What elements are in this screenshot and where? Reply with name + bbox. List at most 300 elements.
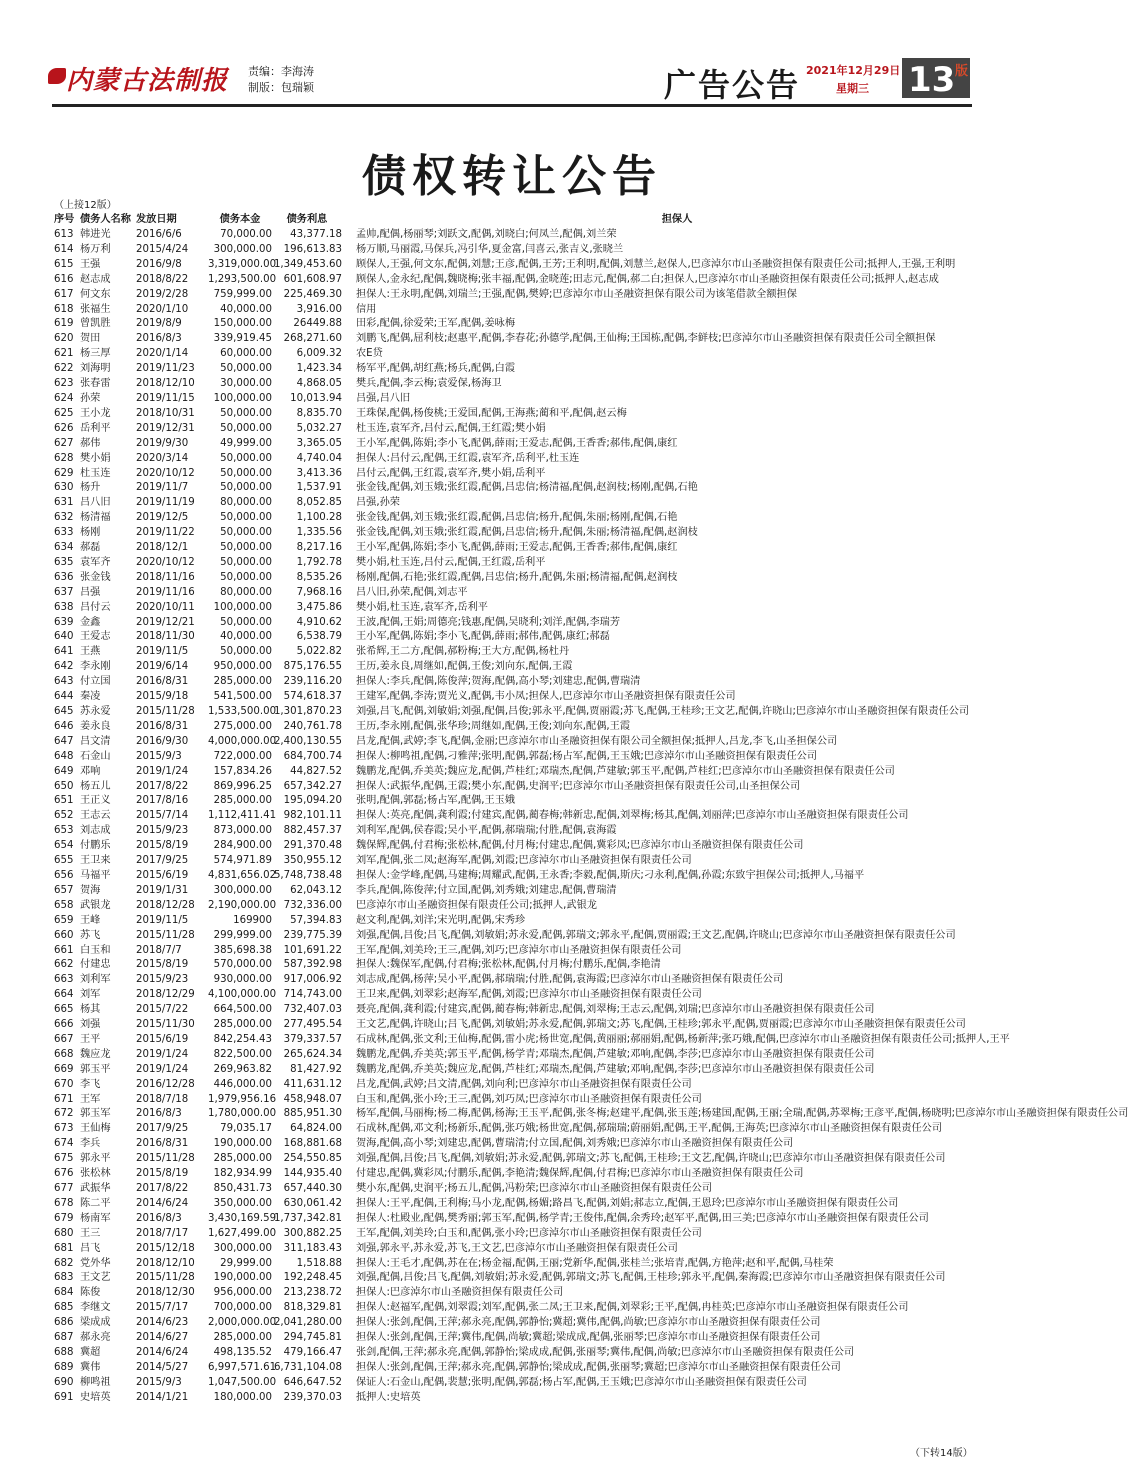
cell-principal: 269,963.82 bbox=[213, 1063, 272, 1075]
cell-guarantor: 王历,李永刚,配偶,张华珍;周继如,配偶,王俊;刘向东,配偶,王霞 bbox=[356, 720, 631, 732]
cell-interest: 3,475.86 bbox=[296, 601, 342, 613]
cell-index: 674 bbox=[54, 1138, 74, 1150]
cell-guarantor: 刘志成,配偶,杨萍;吴小平,配偶,郝瑞瑞;付胜,配偶,袁海霞;巴彦淖尔市山圣融资担保有限责任公司 bbox=[356, 974, 784, 986]
cell-debtor: 苏飞 bbox=[80, 929, 101, 941]
cell-principal: 2,000,000.00 bbox=[208, 1317, 277, 1329]
cell-debtor: 杨万利 bbox=[80, 243, 111, 255]
section-title: 广告公告 bbox=[664, 66, 801, 104]
cell-guarantor: 张希辉,王二方,配偶,郝粉梅;王大方,配偶,杨杜丹 bbox=[356, 646, 570, 658]
cell-principal: 50,000.00 bbox=[220, 363, 272, 375]
cell-interest: 239,116.20 bbox=[283, 676, 342, 688]
cell-debtor: 赵志成 bbox=[80, 273, 111, 285]
cell-interest: 6,731,104.08 bbox=[273, 1361, 342, 1373]
cell-principal: 4,100,000.00 bbox=[208, 989, 277, 1001]
table-row bbox=[54, 303, 998, 318]
cell-debtor: 吕文清 bbox=[80, 735, 111, 747]
cell-issue-date: 2018/12/30 bbox=[136, 1287, 195, 1299]
cell-principal: 869,996.25 bbox=[213, 780, 272, 792]
cell-guarantor: 担保人:李兵,配偶,陈俊萍;贺海,配偶,高小琴;刘建忠,配偶,曹瑞清 bbox=[356, 676, 641, 688]
cell-issue-date: 2019/1/24 bbox=[136, 765, 189, 777]
cell-interest: 2,041,280.00 bbox=[273, 1317, 342, 1329]
table-row bbox=[54, 481, 998, 496]
cell-debtor: 王燕 bbox=[80, 646, 101, 658]
cell-guarantor: 刘强,配偶,吕俊;吕飞,配偶,刘敏娟;苏永爱,配偶,郭瑞文;苏飞,配偶,王桂珍;郭永平,配偶,秦海霞;巴彦淖尔市山圣融资担保有限责任公司 bbox=[356, 1272, 946, 1284]
cell-debtor: 王志云 bbox=[80, 810, 111, 822]
table-row bbox=[54, 1093, 998, 1108]
continued-to-note: （下转14版） bbox=[910, 1448, 973, 1459]
cell-issue-date: 2015/9/3 bbox=[136, 750, 182, 762]
cell-principal: 284,900.00 bbox=[213, 840, 272, 852]
cell-index: 619 bbox=[54, 318, 74, 330]
cell-index: 650 bbox=[54, 780, 74, 792]
cell-interest: 144,935.40 bbox=[283, 1168, 342, 1180]
cell-issue-date: 2016/8/3 bbox=[136, 1108, 182, 1120]
cell-guarantor: 张剑,配偶,王萍;郝永亮,配偶,郭静怡;梁成成,配偶,张丽琴;冀伟,配偶,尚敏;巴彦淖尔市山圣融资担保有限责任公司 bbox=[356, 1346, 855, 1358]
table-row bbox=[54, 705, 998, 720]
cell-interest: 1,100.28 bbox=[296, 512, 342, 524]
table-row bbox=[54, 347, 998, 362]
cell-issue-date: 2015/9/3 bbox=[136, 1376, 182, 1388]
cell-issue-date: 2014/6/23 bbox=[136, 1317, 189, 1329]
table-row bbox=[54, 1063, 998, 1078]
cell-debtor: 史培英 bbox=[80, 1391, 111, 1403]
cell-issue-date: 2017/8/22 bbox=[136, 1183, 189, 1194]
cell-guarantor: 王小军,配偶,陈娟;李小飞,配偶,薛雨;王爱志,配偶,王香香;郝伟,配偶,康红 bbox=[356, 437, 678, 449]
cell-issue-date: 2015/11/30 bbox=[136, 1019, 195, 1031]
cell-interest: 10,013.94 bbox=[290, 392, 342, 404]
cell-issue-date: 2016/8/31 bbox=[136, 676, 189, 688]
cell-interest: 917,006.92 bbox=[283, 974, 342, 986]
cell-issue-date: 2015/11/28 bbox=[136, 1153, 195, 1165]
cell-guarantor: 刘鹏飞,配偶,屈利枝;赵惠平,配偶,李春花;孙德学,配偶,王仙梅;王国栋,配偶,李鲜枝;巴彦淖尔市山圣融资担保有限责任公司全额担保 bbox=[356, 333, 936, 345]
cell-principal: 574,971.89 bbox=[213, 855, 272, 867]
cell-guarantor: 顾保人,王强,何文东,配偶,刘慧;王彦,配偶,王芳;王利明,配偶,刘慧兰,赵保人,巴彦淖尔市山圣融资担保有限责任公司;抵押人,王强,王利明 bbox=[356, 258, 956, 270]
cell-index: 679 bbox=[54, 1212, 74, 1224]
cell-debtor: 金鑫 bbox=[80, 616, 101, 628]
cell-interest: 350,955.12 bbox=[283, 855, 342, 867]
header-index: 序号 bbox=[54, 214, 75, 226]
cell-index: 690 bbox=[54, 1376, 74, 1388]
cell-issue-date: 2017/8/16 bbox=[136, 795, 189, 807]
cell-debtor: 郝永亮 bbox=[80, 1332, 111, 1344]
table-row bbox=[54, 377, 998, 392]
cell-index: 647 bbox=[54, 735, 74, 747]
cell-debtor: 贺海 bbox=[80, 884, 101, 896]
cell-interest: 4,910.62 bbox=[296, 616, 342, 628]
cell-guarantor: 担保人:柳鸣祖,配偶,刁雅萍;张明,配偶,郭磊;杨占军,配偶,王玉娥;巴彦淖尔市山圣融资担保有限责任公司 bbox=[356, 750, 818, 762]
table-row bbox=[54, 839, 998, 854]
cell-index: 645 bbox=[54, 706, 74, 717]
cell-guarantor: 贺海,配偶,高小琴;刘建忠,配偶,曹瑞清;付立国,配偶,刘秀娥;巴彦淖尔市山圣融资担保有限责任公司 bbox=[356, 1138, 794, 1150]
cell-issue-date: 2015/11/28 bbox=[136, 929, 195, 941]
cell-guarantor: 樊小娟,杜玉连,吕付云,配偶,王红霞,岳利平 bbox=[356, 556, 546, 568]
cell-guarantor: 吕龙,配偶,武婷;吕文清,配偶,刘向利;巴彦淖尔市山圣融资担保有限责任公司 bbox=[356, 1078, 692, 1090]
cell-index: 622 bbox=[54, 363, 74, 375]
cell-guarantor: 王珠保,配偶,杨俊桃;王爱国,配偶,王海燕;蔺和平,配偶,赵云梅 bbox=[356, 407, 627, 419]
cell-principal: 722,000.00 bbox=[213, 750, 272, 762]
cell-principal: 498,135.52 bbox=[213, 1346, 272, 1358]
table-row bbox=[54, 392, 998, 407]
cell-index: 686 bbox=[54, 1317, 74, 1329]
cell-interest: 885,951.30 bbox=[283, 1108, 342, 1120]
cell-interest: 875,176.55 bbox=[283, 661, 342, 673]
cell-issue-date: 2019/1/31 bbox=[136, 884, 189, 896]
cell-interest: 732,336.00 bbox=[283, 899, 342, 911]
cell-guarantor: 吕强,吕八旧 bbox=[356, 392, 411, 404]
cell-index: 639 bbox=[54, 616, 74, 628]
table-row bbox=[54, 809, 998, 824]
header-interest: 债务利息 bbox=[286, 214, 328, 226]
cell-debtor: 杨三厚 bbox=[80, 348, 111, 360]
cell-interest: 1,792.78 bbox=[296, 556, 342, 568]
cell-debtor: 袁军齐 bbox=[80, 556, 111, 568]
cell-issue-date: 2015/7/17 bbox=[136, 1302, 189, 1314]
cell-index: 637 bbox=[54, 586, 74, 598]
cell-issue-date: 2020/10/12 bbox=[136, 556, 195, 568]
cell-guarantor: 聂亮,配偶,龚利霞;付建宾,配偶,蔺春梅;韩新忠,配偶,刘翠梅;王志云,配偶,刘瑞;巴彦淖尔市山圣融资担保有限责任公司 bbox=[356, 1004, 875, 1016]
cell-interest: 2,400,130.55 bbox=[273, 735, 342, 747]
cell-issue-date: 2015/8/19 bbox=[136, 959, 189, 971]
table-row bbox=[54, 794, 998, 809]
cell-principal: 759,999.00 bbox=[213, 288, 272, 300]
cell-interest: 684,700.74 bbox=[283, 750, 342, 762]
table-row bbox=[54, 1257, 998, 1272]
cell-debtor: 付立国 bbox=[80, 676, 111, 688]
cell-interest: 732,407.03 bbox=[283, 1004, 342, 1016]
cell-principal: 350,000.00 bbox=[213, 1197, 272, 1209]
cell-interest: 8,052.85 bbox=[296, 497, 342, 509]
cell-principal: 339,919.45 bbox=[213, 333, 272, 345]
cell-guarantor: 张金钱,配偶,刘玉娥;张红霞,配偶,吕忠信;杨升,配偶,朱丽;杨刚,配偶,石艳 bbox=[356, 512, 678, 524]
cell-interest: 44,827.52 bbox=[290, 765, 342, 777]
table-row bbox=[54, 1331, 998, 1346]
cell-debtor: 秦凌 bbox=[80, 691, 101, 703]
cell-guarantor: 吕付云,配偶,王红霞,袁军齐,樊小娟,岳利平 bbox=[356, 467, 546, 479]
cell-interest: 601,608.97 bbox=[283, 273, 342, 285]
table-row bbox=[54, 228, 998, 243]
cell-index: 673 bbox=[54, 1123, 74, 1135]
table-row bbox=[54, 884, 998, 899]
cell-index: 634 bbox=[54, 542, 74, 554]
cell-issue-date: 2018/12/29 bbox=[136, 989, 195, 1001]
cell-principal: 2,190,000.00 bbox=[208, 899, 277, 911]
table-row bbox=[54, 645, 998, 660]
cell-principal: 1,627,499.00 bbox=[208, 1227, 277, 1239]
table-row bbox=[54, 1301, 998, 1316]
cell-index: 677 bbox=[54, 1183, 74, 1194]
cell-index: 621 bbox=[54, 348, 74, 360]
cell-issue-date: 2018/7/17 bbox=[136, 1227, 189, 1239]
cell-principal: 190,000.00 bbox=[213, 1272, 272, 1284]
cell-interest: 268,271.60 bbox=[283, 333, 342, 345]
cell-interest: 458,948.07 bbox=[283, 1093, 342, 1105]
cell-index: 635 bbox=[54, 556, 74, 568]
newspaper-logo-mark-icon bbox=[48, 68, 66, 84]
cell-debtor: 陈俊 bbox=[80, 1287, 101, 1299]
cell-debtor: 王三 bbox=[80, 1227, 101, 1239]
masthead bbox=[52, 58, 972, 104]
header-principal: 债务本金 bbox=[219, 214, 261, 226]
cell-index: 626 bbox=[54, 422, 74, 434]
cell-issue-date: 2015/8/19 bbox=[136, 840, 189, 852]
cell-guarantor: 樊小娟,杜玉连,袁军齐,岳利平 bbox=[356, 601, 488, 613]
table-row bbox=[54, 824, 998, 839]
table-row bbox=[54, 541, 998, 556]
cell-issue-date: 2017/9/25 bbox=[136, 855, 189, 867]
table-row bbox=[54, 496, 998, 511]
table-row bbox=[54, 735, 998, 750]
table-row bbox=[54, 317, 998, 332]
cell-guarantor: 刘军,配偶,张二凤;赵海军,配偶,刘霞;巴彦淖尔市山圣融资担保有限责任公司 bbox=[356, 855, 692, 867]
cell-debtor: 杨升 bbox=[80, 482, 101, 494]
table-row bbox=[54, 1182, 998, 1197]
cell-issue-date: 2019/12/5 bbox=[136, 512, 189, 524]
cell-debtor: 岳利平 bbox=[80, 422, 111, 434]
cell-guarantor: 刘强,配偶,吕俊;吕飞,配偶,刘敏娟;苏永爱,配偶,郭瑞文;郭永平,配偶,贾丽霞;王文艺,配偶,许晓山;巴彦淖尔市山圣融资担保有限责任公司 bbox=[356, 929, 956, 941]
cell-guarantor: 杨刚,配偶,石艳;张红霞,配偶,吕忠信;杨升,配偶,朱丽;杨清福,配偶,赵润枝 bbox=[356, 571, 678, 583]
cell-debtor: 柳鸣祖 bbox=[80, 1376, 111, 1388]
cell-principal: 4,000,000.00 bbox=[208, 735, 277, 747]
cell-guarantor: 巴彦淖尔市山圣融资担保有限责任公司;抵押人,武银龙 bbox=[356, 899, 597, 911]
cell-debtor: 孙荣 bbox=[80, 392, 101, 404]
cell-index: 620 bbox=[54, 333, 74, 345]
cell-issue-date: 2015/9/23 bbox=[136, 974, 189, 986]
header-guarantor: 担保人 bbox=[661, 214, 693, 226]
cell-guarantor: 担保人:王平,配偶,王利梅;马小龙,配偶,杨媚;路昌飞,配偶,刘娟;郝志立,配偶,王恩玲;巴彦淖尔市山圣融资担保有限责任公司 bbox=[356, 1197, 899, 1209]
cell-guarantor: 抵押人:史培英 bbox=[356, 1391, 421, 1403]
cell-debtor: 陈二平 bbox=[80, 1197, 111, 1209]
cell-index: 687 bbox=[54, 1332, 74, 1344]
table-row bbox=[54, 1197, 998, 1212]
cell-guarantor: 田彩,配偶,徐爱荣;王军,配偶,姜咏梅 bbox=[356, 318, 516, 330]
cell-debtor: 王卫来 bbox=[80, 855, 111, 867]
cell-issue-date: 2016/8/3 bbox=[136, 1212, 182, 1224]
cell-index: 628 bbox=[54, 452, 74, 464]
cell-index: 614 bbox=[54, 243, 74, 255]
cell-interest: 57,394.83 bbox=[290, 914, 342, 926]
cell-issue-date: 2018/10/31 bbox=[136, 407, 195, 419]
cell-index: 658 bbox=[54, 899, 74, 911]
cell-principal: 50,000.00 bbox=[220, 556, 272, 568]
header-rule bbox=[52, 104, 972, 107]
table-header-row bbox=[54, 213, 998, 228]
cell-index: 632 bbox=[54, 512, 74, 524]
cell-debtor: 郭永平 bbox=[80, 1153, 111, 1165]
table-row bbox=[54, 511, 998, 526]
cell-debtor: 曾凯胜 bbox=[80, 318, 111, 330]
cell-debtor: 刘利军 bbox=[80, 974, 111, 986]
cell-index: 640 bbox=[54, 631, 74, 643]
cell-interest: 4,740.04 bbox=[296, 452, 342, 464]
cell-issue-date: 2019/11/23 bbox=[136, 363, 195, 375]
cell-index: 655 bbox=[54, 855, 74, 867]
cell-principal: 822,500.00 bbox=[213, 1048, 272, 1060]
cell-debtor: 刘志成 bbox=[80, 825, 111, 837]
cell-debtor: 王仙梅 bbox=[80, 1123, 111, 1135]
cell-index: 633 bbox=[54, 527, 74, 539]
cell-index: 654 bbox=[54, 840, 74, 852]
cell-principal: 4,831,656.02 bbox=[208, 869, 277, 881]
table-row bbox=[54, 1227, 998, 1242]
cell-debtor: 刘强 bbox=[80, 1019, 101, 1031]
cell-index: 664 bbox=[54, 989, 74, 1001]
cell-interest: 64,824.00 bbox=[290, 1123, 342, 1135]
cell-interest: 265,624.34 bbox=[283, 1048, 342, 1060]
cell-index: 667 bbox=[54, 1033, 74, 1045]
cell-principal: 285,000.00 bbox=[213, 1019, 272, 1031]
cell-debtor: 李永刚 bbox=[80, 661, 111, 673]
cell-issue-date: 2016/8/3 bbox=[136, 333, 182, 345]
cell-debtor: 武银龙 bbox=[80, 899, 111, 911]
cell-debtor: 王军 bbox=[80, 1093, 101, 1105]
cell-principal: 850,431.73 bbox=[213, 1183, 272, 1194]
table-row bbox=[54, 1018, 998, 1033]
cell-interest: 1,349,453.60 bbox=[273, 258, 342, 270]
cell-principal: 956,000.00 bbox=[213, 1287, 272, 1299]
cell-issue-date: 2020/3/14 bbox=[136, 452, 189, 464]
cell-index: 656 bbox=[54, 869, 74, 881]
cell-index: 665 bbox=[54, 1004, 74, 1016]
cell-index: 660 bbox=[54, 929, 74, 941]
editor-credits bbox=[248, 64, 314, 96]
cell-guarantor: 刘强,配偶,吕俊;吕飞,配偶,刘敏娟;苏永爱,配偶,郭瑞文;苏飞,配偶,王桂珍;王文艺,配偶,许晓山;巴彦淖尔市山圣融资担保有限责任公司 bbox=[356, 1153, 946, 1165]
table-row bbox=[54, 944, 998, 959]
cell-guarantor: 魏鹏龙,配偶,乔美英;郭玉平,配偶,杨学青;邓瑞杰,配偶,芦建敏;邓响,配偶,李莎;巴彦淖尔市山圣融资担保有限责任公司 bbox=[356, 1048, 875, 1060]
cell-issue-date: 2015/4/24 bbox=[136, 243, 189, 255]
cell-index: 629 bbox=[54, 467, 74, 479]
cell-interest: 646,647.52 bbox=[283, 1376, 342, 1388]
cell-index: 638 bbox=[54, 601, 74, 613]
cell-principal: 50,000.00 bbox=[220, 482, 272, 494]
cell-index: 670 bbox=[54, 1078, 74, 1090]
cell-debtor: 郭玉平 bbox=[80, 1063, 111, 1075]
cell-principal: 50,000.00 bbox=[220, 407, 272, 419]
cell-principal: 3,430,169.59 bbox=[208, 1212, 277, 1224]
cell-interest: 8,835.70 bbox=[296, 407, 342, 419]
cell-principal: 100,000.00 bbox=[213, 392, 272, 404]
cell-principal: 664,500.00 bbox=[213, 1004, 272, 1016]
cell-principal: 50,000.00 bbox=[220, 616, 272, 628]
cell-debtor: 冀伟 bbox=[80, 1361, 101, 1373]
cell-principal: 300,000.00 bbox=[213, 1242, 272, 1254]
cell-debtor: 贺田 bbox=[80, 333, 101, 345]
cell-index: 643 bbox=[54, 676, 74, 688]
cell-debtor: 杨刚 bbox=[80, 527, 101, 539]
cell-debtor: 邓响 bbox=[80, 765, 101, 777]
cell-debtor: 樊小娟 bbox=[80, 452, 111, 464]
cell-principal: 1,293,500.00 bbox=[208, 273, 277, 285]
cell-principal: 60,000.00 bbox=[220, 348, 272, 360]
cell-interest: 43,377.18 bbox=[290, 229, 342, 240]
cell-interest: 5,032.27 bbox=[296, 422, 342, 434]
cell-debtor: 郝伟 bbox=[80, 437, 101, 449]
cell-guarantor: 樊兵,配偶,李云梅;袁爱保,杨海卫 bbox=[356, 378, 502, 390]
cell-guarantor: 孟帅,配偶,杨丽琴;刘跃文,配偶,刘晓白;何凤兰,配偶,刘兰荣 bbox=[356, 229, 617, 240]
cell-index: 691 bbox=[54, 1391, 74, 1403]
cell-debtor: 付鹏乐 bbox=[80, 840, 111, 852]
cell-issue-date: 2015/9/23 bbox=[136, 825, 189, 837]
table-row bbox=[54, 660, 998, 675]
cell-guarantor: 吕龙,配偶,武婷;李飞,配偶,金丽;巴彦淖尔市山圣融资担保有限公司全额担保;抵押人,吕龙,李飞,山圣担保公司 bbox=[356, 735, 838, 747]
table-row bbox=[54, 869, 998, 884]
cell-index: 641 bbox=[54, 646, 74, 658]
cell-interest: 192,248.45 bbox=[283, 1272, 342, 1284]
cell-interest: 225,469.30 bbox=[283, 288, 342, 300]
cell-interest: 5,748,738.48 bbox=[273, 869, 342, 881]
table-row bbox=[54, 780, 998, 795]
cell-guarantor: 担保人:巴彦淖尔市山圣融资担保有限责任公司 bbox=[356, 1287, 564, 1299]
cell-interest: 1,335.56 bbox=[296, 527, 342, 539]
cell-guarantor: 张金钱,配偶,刘玉娥;张红霞,配偶,吕忠信;杨清福,配偶,赵润枝;杨刚,配偶,石艳 bbox=[356, 482, 698, 494]
cell-guarantor: 王军,配偶,刘美玲;白玉和,配偶,张小玲;巴彦淖尔市山圣融资担保有限责任公司 bbox=[356, 1227, 702, 1239]
cell-interest: 62,043.12 bbox=[290, 884, 342, 896]
cell-debtor: 王峰 bbox=[80, 914, 101, 926]
table-row bbox=[54, 467, 998, 482]
cell-index: 652 bbox=[54, 810, 74, 822]
cell-principal: 385,698.38 bbox=[213, 944, 272, 956]
cell-guarantor: 石成林,配偶,邓文利;杨新乐,配偶,张巧娥;杨世宽,配偶,郝瑞瑞;蔚丽娟,配偶,王平,配偶,王海英;巴彦淖尔市山圣融资担保有限责任公司 bbox=[356, 1123, 943, 1135]
producer-line: 制版：包瑞颖 bbox=[248, 81, 314, 94]
table-row bbox=[54, 616, 998, 631]
cell-interest: 3,413.36 bbox=[296, 467, 342, 479]
cell-guarantor: 担保人:英亮,配偶,龚利霞;付建宾,配偶,蔺春梅;韩新忠,配偶,刘翠梅;杨其,配偶,刘丽萍;巴彦淖尔市山圣融资担保有限责任公司 bbox=[356, 810, 909, 822]
cell-interest: 240,761.78 bbox=[283, 720, 342, 732]
cell-issue-date: 2015/7/22 bbox=[136, 1004, 189, 1016]
cell-debtor: 苏永爱 bbox=[80, 706, 111, 717]
table-row bbox=[54, 1286, 998, 1301]
cell-issue-date: 2014/6/24 bbox=[136, 1197, 189, 1209]
cell-principal: 50,000.00 bbox=[220, 452, 272, 464]
cell-interest: 6,538.79 bbox=[296, 631, 342, 643]
table-row bbox=[54, 929, 998, 944]
cell-guarantor: 担保人:赵福军,配偶,刘翠霞;刘军,配偶,张二凤;王卫来,配偶,刘翠彩;王平,配偶,冉桂英;巴彦淖尔市山圣融资担保有限责任公司 bbox=[356, 1302, 909, 1314]
cell-principal: 1,112,411.41 bbox=[208, 810, 277, 822]
page-number-box bbox=[902, 58, 970, 98]
cell-principal: 50,000.00 bbox=[220, 467, 272, 479]
cell-index: 681 bbox=[54, 1242, 74, 1254]
header-debtor: 债务人名称 bbox=[80, 214, 131, 226]
cell-interest: 714,743.00 bbox=[283, 989, 342, 1001]
cell-issue-date: 2020/1/10 bbox=[136, 303, 189, 315]
table-body bbox=[54, 228, 1128, 1406]
cell-debtor: 吕八旧 bbox=[80, 497, 111, 509]
cell-guarantor: 付建忠,配偶,冀彩凤;付鹏乐,配偶,李艳清;魏保辉,配偶,付君梅;巴彦淖尔市山圣融资担保有限责任公司 bbox=[356, 1168, 804, 1180]
table-row bbox=[54, 988, 998, 1003]
cell-principal: 275,000.00 bbox=[213, 720, 272, 732]
table-row bbox=[54, 1391, 998, 1406]
cell-interest: 3,916.00 bbox=[296, 303, 342, 315]
table-row bbox=[54, 332, 998, 347]
cell-principal: 190,000.00 bbox=[213, 1138, 272, 1150]
table-row bbox=[54, 750, 998, 765]
cell-index: 644 bbox=[54, 691, 74, 703]
cell-guarantor: 担保人:吕付云,配偶,王红霞,袁军齐,岳利平,杜玉连 bbox=[356, 452, 580, 464]
cell-debtor: 王小龙 bbox=[80, 407, 111, 419]
cell-interest: 1,423.34 bbox=[296, 363, 342, 375]
cell-index: 659 bbox=[54, 914, 74, 926]
cell-principal: 1,047,500.00 bbox=[208, 1376, 277, 1388]
cell-issue-date: 2018/7/18 bbox=[136, 1093, 189, 1105]
cell-debtor: 石金山 bbox=[80, 750, 111, 762]
cell-issue-date: 2015/11/28 bbox=[136, 1272, 195, 1284]
cell-index: 672 bbox=[54, 1108, 74, 1120]
cell-principal: 285,000.00 bbox=[213, 1332, 272, 1344]
cell-issue-date: 2020/10/11 bbox=[136, 601, 195, 613]
cell-debtor: 张春雷 bbox=[80, 378, 111, 390]
cell-principal: 70,000.00 bbox=[220, 229, 272, 240]
cell-guarantor: 王文艺,配偶,许晓山;吕飞,配偶,刘敏娟;苏永爱,配偶,郭瑞文;苏飞,配偶,王桂珍;郭永平,配偶,贾丽霞;巴彦淖尔市山圣融资担保有限责任公司 bbox=[356, 1019, 966, 1031]
cell-interest: 982,101.11 bbox=[283, 810, 342, 822]
